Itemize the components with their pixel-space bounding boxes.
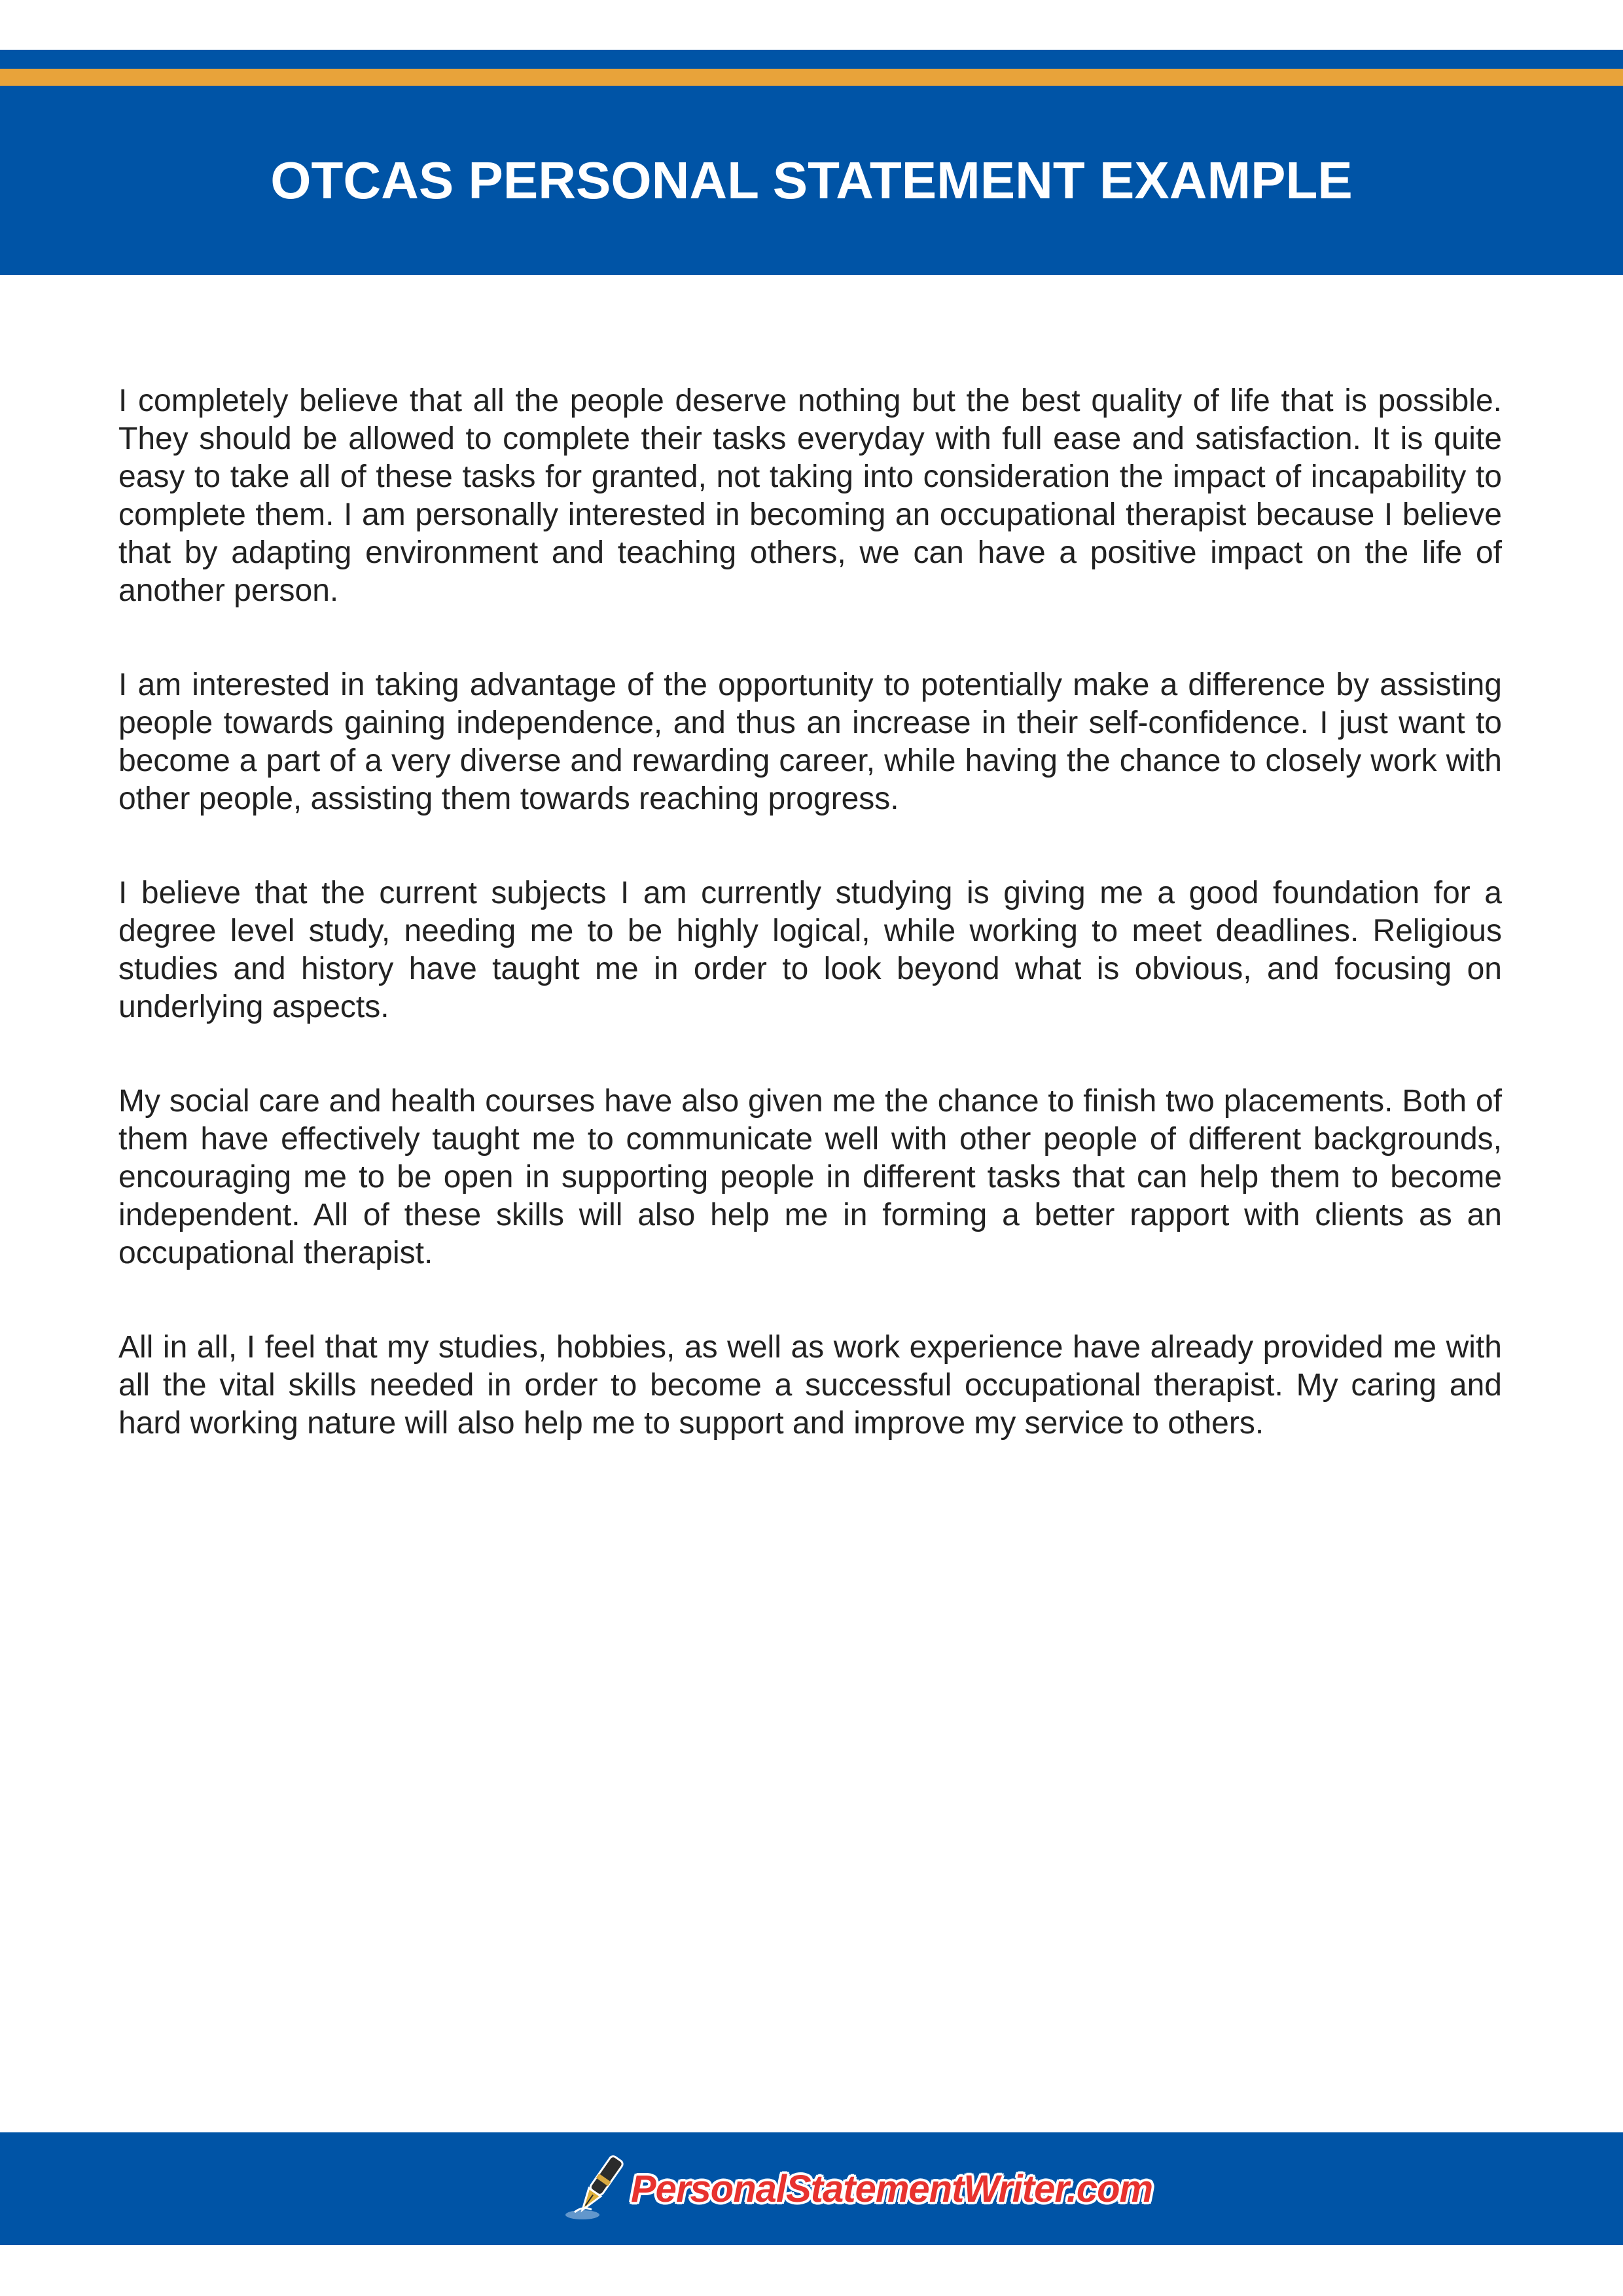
fountain-pen-icon bbox=[563, 2149, 628, 2228]
paragraph-5: All in all, I feel that my studies, hobbies, as well as work experience have already provided me with all the vital skills needed in order to become a successful occupational therapist. My caring and hard working nature will also help me to support and improve my service to others. bbox=[118, 1330, 1502, 1441]
page-title: OTCAS PERSONAL STATEMENT EXAMPLE bbox=[270, 151, 1353, 209]
footer-band bbox=[0, 2132, 1623, 2245]
brand-name: PersonalStatementWriter.com bbox=[631, 2167, 1153, 2210]
brand-logo[interactable] bbox=[563, 2149, 1152, 2228]
header-accent-stripe bbox=[0, 69, 1623, 86]
paragraph-1: I completely believe that all the people deserve nothing but the best quality of life that is possible. They should be allowed to complete their tasks everyday with full ease and satisfaction. It is quite easy to take all of these tasks for granted, not taking into consideration the impact of incapability to complete them. I am personally interested in becoming an occupational therapist because I believe that by adapting environment and teaching others, we can have a positive impact on the life of another person. bbox=[118, 384, 1502, 608]
statement-body bbox=[118, 382, 1502, 1443]
header-band bbox=[0, 50, 1623, 275]
paragraph-3: I believe that the current subjects I am currently studying is giving me a good foundation for a degree level study, needing me to be highly logical, while working to meet deadlines. Religious studies and history have taught me in order to look beyond what is obvious, and focusing on underlying aspects. bbox=[118, 876, 1502, 1024]
paragraph-4: My social care and health courses have also given me the chance to finish two placements. Both of them have effectively taught me to communicate well with other people of different backgrounds, encouraging me to be open in supporting people in different tasks that can help them to become independent. All of these skills will also help me in forming a better rapport with clients as an occupational therapist. bbox=[118, 1084, 1502, 1270]
paragraph-2: I am interested in taking advantage of the opportunity to potentially make a difference by assisting people towards gaining independence, and thus an increase in their self-confidence. I just want to become a part of a very diverse and rewarding career, while having the chance to closely work with other people, assisting them towards reaching progress. bbox=[118, 668, 1502, 816]
